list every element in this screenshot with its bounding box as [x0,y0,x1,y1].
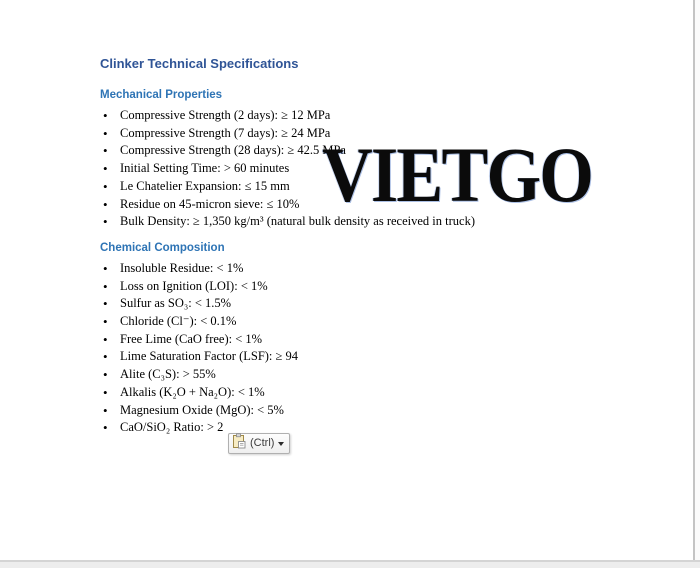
spec-item: • Chloride (Cl⁻): < 0.1% [100,313,653,331]
spec-item: • Alite (C₃S): > 55% [100,366,653,384]
spec-item: • Sulfur as SO₃: < 1.5% [100,295,653,313]
spec-item: • Alkalis (K₂O + Na₂O): < 1% [100,384,653,402]
spec-item: • Le Chatelier Expansion: ≤ 15 mm [100,178,653,196]
spec-item: • Free Lime (CaO free): < 1% [100,331,653,349]
spec-item: • Insoluble Residue: < 1% [100,260,653,278]
section-heading-mechanical-properties: Mechanical Properties [100,89,223,101]
window-bottom-edge [0,560,700,568]
spec-item: • Compressive Strength (28 days): ≥ 42.5 MPa [100,142,653,160]
mechanical-properties-list [100,107,653,231]
chemical-composition-list [100,260,653,437]
spec-item: • Bulk Density: ≥ 1,350 kg/m³ (natural bulk density as received in truck) [100,213,653,231]
spec-item: • Loss on Ignition (LOI): < 1% [100,278,653,296]
spec-item: • Initial Setting Time: > 60 minutes [100,160,653,178]
section-heading-chemical-composition: Chemical Composition [100,241,225,254]
paste-clipboard-icon [232,433,246,454]
paste-options-button[interactable] [228,433,290,454]
spec-item: • Compressive Strength (7 days): ≥ 24 MPa [100,125,653,143]
spec-item: • Compressive Strength (2 days): ≥ 12 MPa [100,107,653,125]
vietgo-watermark: VIETGO [322,131,593,218]
spec-item: • CaO/SiO₂ Ratio: > 2 [100,419,653,437]
paste-options-label: (Ctrl) [250,437,275,449]
window-right-strip [695,0,700,561]
spec-item: • Lime Saturation Factor (LSF): ≥ 94 [100,348,653,366]
dropdown-arrow-icon[interactable] [278,442,284,446]
page-title: Clinker Technical Specifications [100,56,299,71]
spec-item: • Magnesium Oxide (MgO): < 5% [100,402,653,420]
spec-item: • Residue on 45-micron sieve: ≤ 10% [100,196,653,214]
